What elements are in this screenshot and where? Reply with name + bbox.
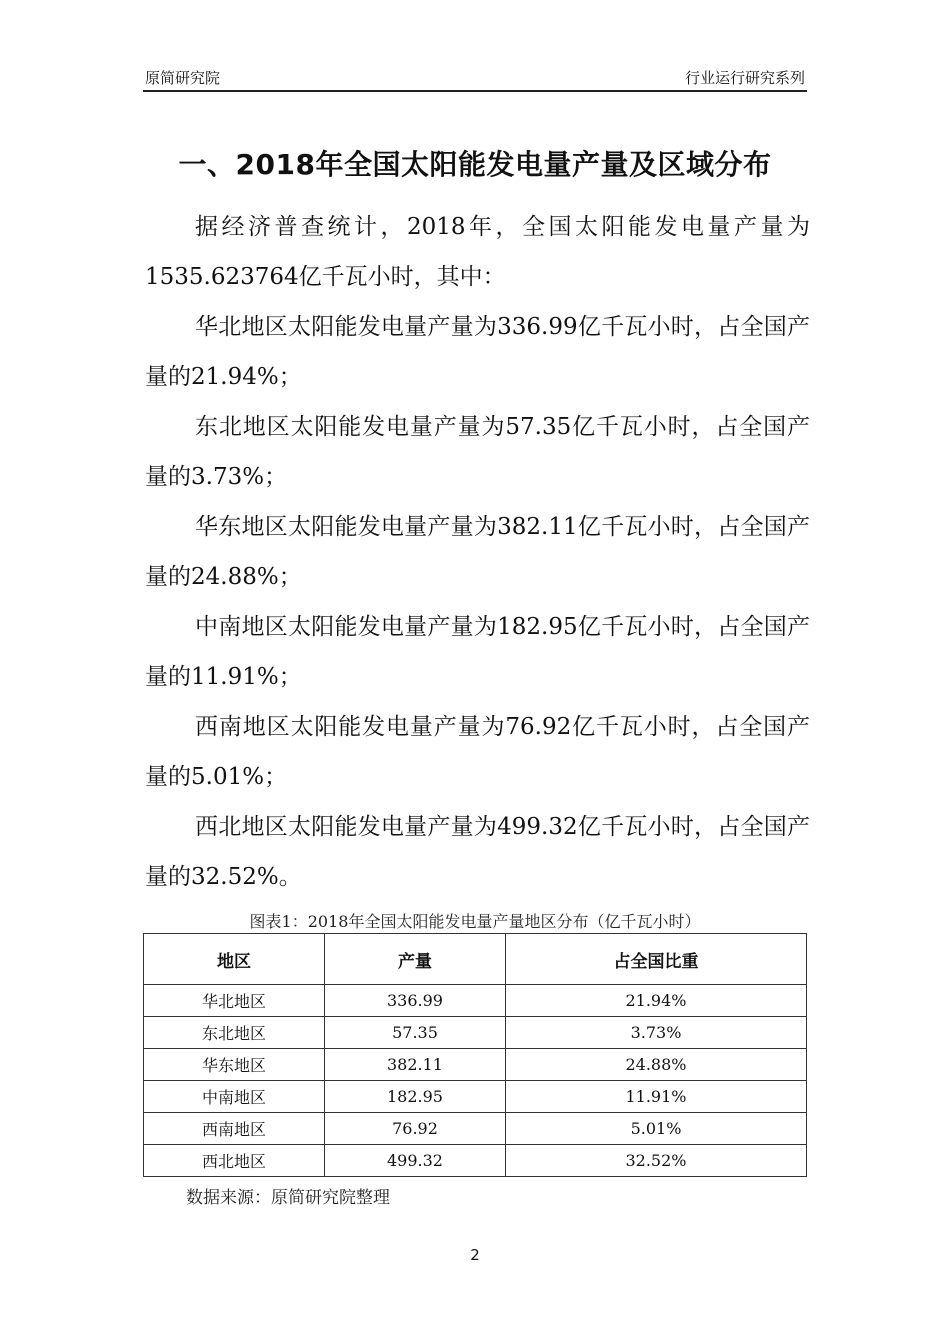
paragraph-central-south: 中南地区太阳能发电量产量为182.95亿千瓦小时，占全国产量的11.91%； <box>145 614 810 690</box>
cell-share: 11.91% <box>506 1081 807 1113</box>
section-title: 一、2018年全国太阳能发电量产量及区域分布 <box>178 148 772 181</box>
cell-share: 24.88% <box>506 1049 807 1081</box>
table-row <box>144 985 807 1017</box>
body-text <box>145 202 810 902</box>
paragraph-southwest: 西南地区太阳能发电量产量为76.92亿千瓦小时，占全国产量的5.01%； <box>145 714 810 790</box>
data-source-note: 数据来源：原简研究院整理 <box>186 1188 390 1208</box>
cell-output: 57.35 <box>325 1017 506 1049</box>
table-row <box>144 1145 807 1177</box>
cell-share: 5.01% <box>506 1113 807 1145</box>
header-share: 占全国比重 <box>506 934 807 985</box>
cell-share: 3.73% <box>506 1017 807 1049</box>
cell-output: 182.95 <box>325 1081 506 1113</box>
table-row <box>144 1081 807 1113</box>
cell-region: 东北地区 <box>144 1017 325 1049</box>
paragraph-northeast: 东北地区太阳能发电量产量为57.35亿千瓦小时，占全国产量的3.73%； <box>145 414 810 490</box>
region-output-table <box>143 933 807 1177</box>
header-output: 产量 <box>325 934 506 985</box>
header-region: 地区 <box>144 934 325 985</box>
table-header-row <box>144 934 807 985</box>
paragraph-east: 华东地区太阳能发电量产量为382.11亿千瓦小时，占全国产量的24.88%； <box>145 514 810 590</box>
cell-share: 32.52% <box>506 1145 807 1177</box>
cell-output: 76.92 <box>325 1113 506 1145</box>
cell-region: 华北地区 <box>144 985 325 1017</box>
table-row <box>144 1017 807 1049</box>
table-row <box>144 1113 807 1145</box>
table-row <box>144 1049 807 1081</box>
paragraph-intro: 据经济普查统计，2018年，全国太阳能发电量产量为1535.623764亿千瓦小时，其中： <box>145 214 810 290</box>
cell-output: 499.32 <box>325 1145 506 1177</box>
paragraph-northwest: 西北地区太阳能发电量产量为499.32亿千瓦小时，占全国产量的32.52%。 <box>145 814 810 890</box>
page-number: 2 <box>470 1246 480 1264</box>
table-caption: 图表1：2018年全国太阳能发电量产量地区分布（亿千瓦小时） <box>249 912 701 931</box>
header-series-name: 行业运行研究系列 <box>684 69 805 87</box>
cell-share: 21.94% <box>506 985 807 1017</box>
cell-region: 华东地区 <box>144 1049 325 1081</box>
cell-region: 西北地区 <box>144 1145 325 1177</box>
cell-region: 西南地区 <box>144 1113 325 1145</box>
page-header <box>143 64 807 92</box>
header-org-name: 原简研究院 <box>145 69 221 87</box>
cell-region: 中南地区 <box>144 1081 325 1113</box>
cell-output: 382.11 <box>325 1049 506 1081</box>
cell-output: 336.99 <box>325 985 506 1017</box>
paragraph-north: 华北地区太阳能发电量产量为336.99亿千瓦小时，占全国产量的21.94%； <box>145 314 810 390</box>
